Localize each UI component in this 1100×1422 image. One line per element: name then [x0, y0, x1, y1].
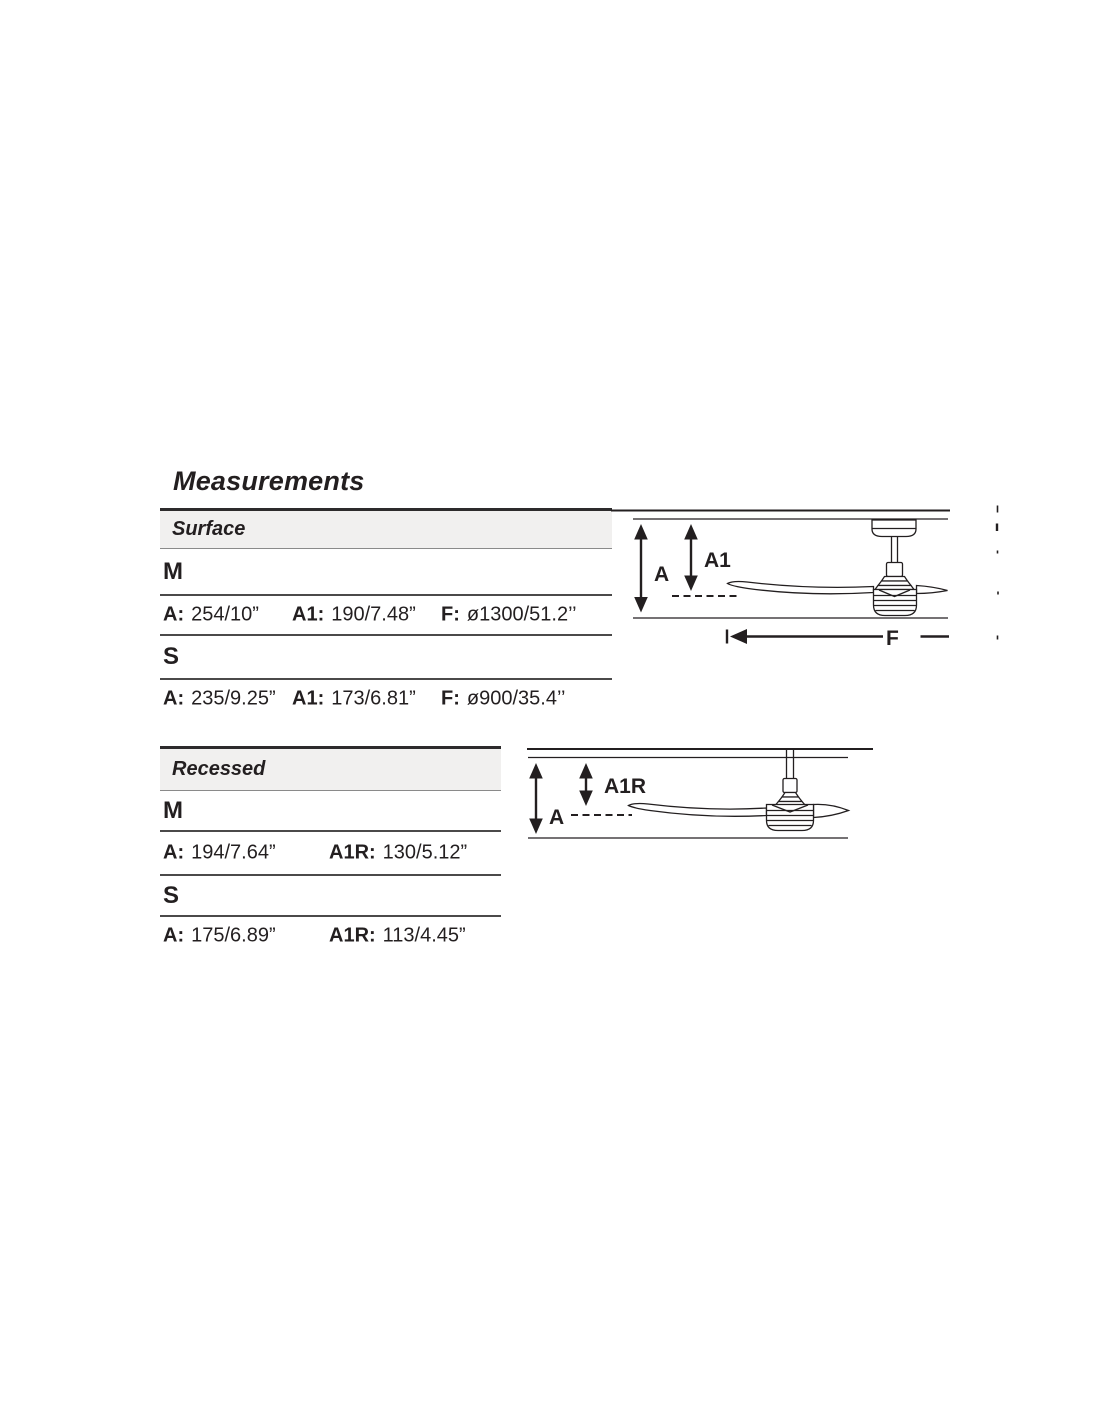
dim-f-label: F:: [441, 687, 460, 710]
surface-m-dimensions-row: [160, 596, 612, 636]
dim-a1-label: A1:: [292, 687, 325, 710]
dim-a-label: A:: [163, 841, 185, 864]
dim-a-value: 194/7.64”: [191, 841, 276, 864]
label-a1r: A1R: [604, 775, 647, 798]
dim-a1r-label: A1R:: [329, 924, 376, 946]
recessed-section-header: [160, 746, 501, 791]
fan-blade-right: [814, 804, 849, 817]
label-a: A: [549, 806, 565, 829]
dim-f-value: ø900/35.4’’: [466, 687, 566, 710]
dim-a1r: [329, 924, 466, 947]
recessed-s-dimensions-row: [160, 917, 501, 954]
label-f: F: [886, 627, 899, 650]
recessed-m-dimensions-row: [160, 832, 501, 876]
dim-a: [163, 842, 276, 865]
dim-f-label: F:: [441, 603, 460, 626]
dim-a1r-value: 130/5.12”: [382, 841, 468, 864]
fan-blade-right: [917, 586, 948, 594]
clipped-edge-artifacts: [997, 506, 998, 640]
dimension-arrow-a1: [684, 524, 698, 591]
dim-a-label: A:: [163, 687, 185, 710]
dim-a: [163, 924, 276, 947]
surface-mount-diagram: [605, 496, 1005, 656]
ceiling-fan-illustration: [629, 749, 849, 831]
dim-a: [163, 688, 276, 711]
fan-coupler: [887, 563, 903, 577]
dim-f-value: ø1300/51.2’’: [466, 603, 577, 626]
label-a1: A1: [704, 549, 731, 572]
surface-section-header: [160, 508, 612, 549]
dim-f: [441, 604, 577, 627]
dim-a1-value: 190/7.48”: [331, 603, 416, 626]
dim-a1r-label: A1R:: [329, 841, 376, 864]
fan-downrod: [892, 537, 898, 563]
dim-a1-value: 173/6.81”: [331, 687, 416, 710]
fan-blade-left: [629, 804, 767, 817]
dimension-arrow-a1r: [579, 763, 593, 806]
dim-a-label: A:: [163, 924, 185, 946]
recessed-size-m-label: M: [160, 791, 501, 832]
fan-mount-flare: [776, 793, 806, 806]
dim-a: [163, 604, 259, 627]
dim-a-value: 175/6.89”: [191, 924, 276, 946]
fan-blade-left: [728, 582, 874, 594]
fan-canopy: [872, 520, 916, 537]
page-title: Measurements: [173, 466, 365, 496]
fan-mount-flare: [875, 577, 914, 590]
ceiling-fan-illustration: [728, 520, 948, 616]
dim-f: [441, 688, 565, 711]
recessed-size-s-label: S: [160, 876, 501, 917]
fan-downrod: [787, 749, 794, 779]
dimension-arrow-a: [634, 524, 648, 613]
surface-size-s-label: S: [160, 636, 612, 680]
fan-coupler: [783, 779, 797, 793]
surface-s-dimensions-row: [160, 680, 612, 718]
dim-a1: [292, 688, 416, 711]
dim-a1: [292, 604, 416, 627]
surface-spec-table: [160, 508, 612, 718]
label-a: A: [654, 563, 670, 586]
fan-motor-housing: [874, 590, 917, 616]
recessed-mount-diagram: [500, 740, 900, 855]
dim-a1r: [329, 842, 467, 865]
dim-a1r-value: 113/4.45”: [382, 924, 466, 946]
fan-motor-housing: [767, 805, 814, 831]
dim-a1-label: A1:: [292, 603, 325, 626]
dimension-arrow-a: [529, 763, 543, 834]
dim-a-label: A:: [163, 603, 185, 626]
surface-section-title: Surface: [172, 518, 246, 540]
dim-a-value: 254/10”: [191, 603, 259, 626]
dim-a-value: 235/9.25”: [191, 687, 276, 710]
recessed-spec-table: [160, 746, 501, 954]
surface-size-m-label: M: [160, 549, 612, 596]
recessed-section-title: Recessed: [172, 758, 266, 780]
dimension-arrow-f: [727, 629, 949, 644]
